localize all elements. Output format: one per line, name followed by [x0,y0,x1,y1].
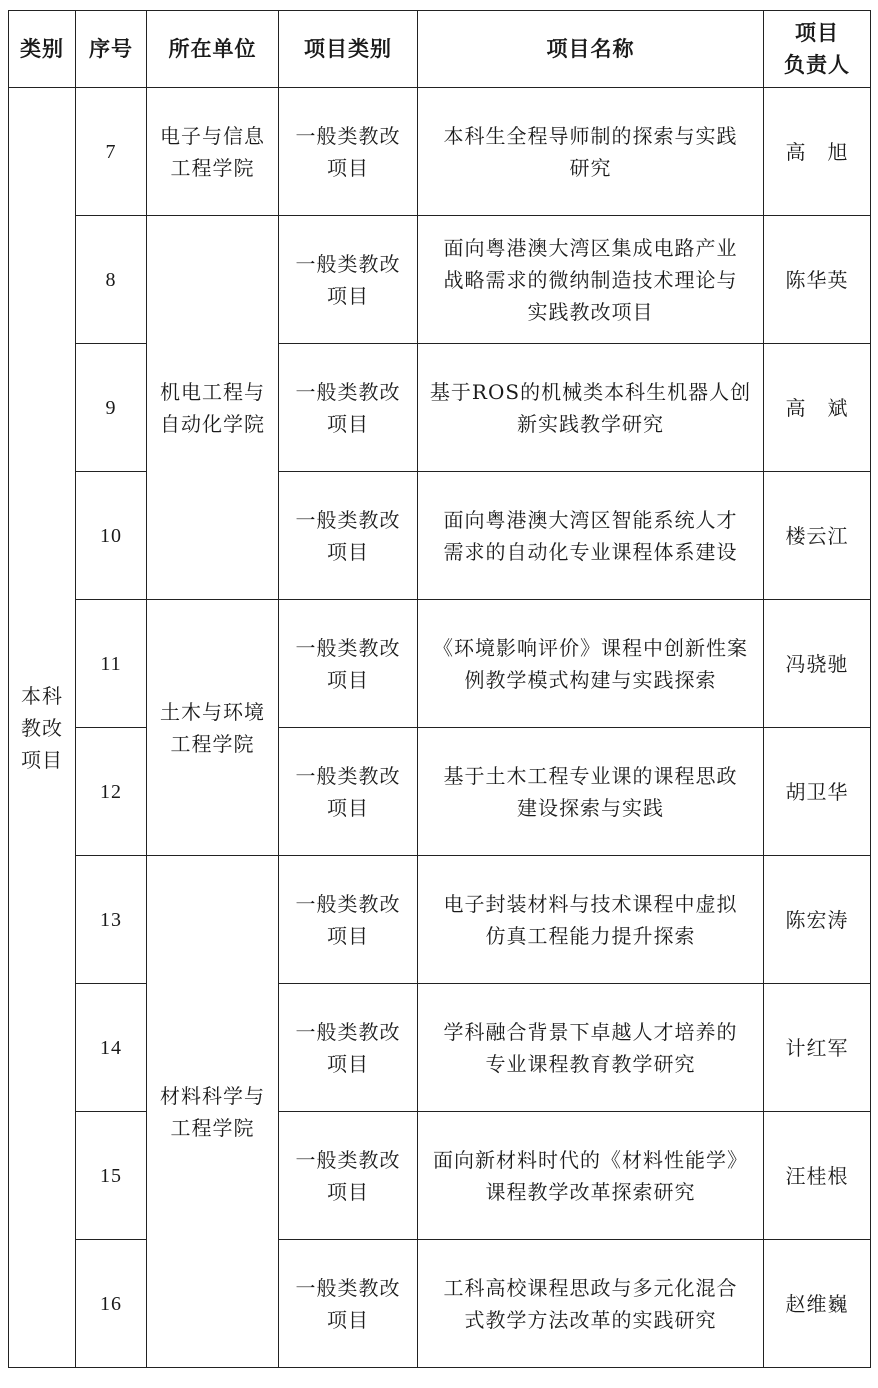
row-number: 16 [76,1240,147,1368]
header-project-type: 项目类别 [279,11,418,88]
type-cell: 一般类教改 项目 [279,984,418,1112]
header-number: 序号 [76,11,147,88]
table-row [9,600,871,728]
row-number: 14 [76,984,147,1112]
leader-cell: 高 旭 [764,88,871,216]
category-cell: 本科 教改 项目 [9,88,76,1368]
row-number: 8 [76,216,147,344]
table-row [9,1240,871,1368]
unit-cell: 机电工程与 自动化学院 [147,216,279,600]
type-cell: 一般类教改 项目 [279,472,418,600]
unit-cell: 电子与信息 工程学院 [147,88,279,216]
row-number: 12 [76,728,147,856]
title-cell: 面向粤港澳大湾区集成电路产业 战略需求的微纳制造技术理论与 实践教改项目 [418,216,764,344]
leader-cell: 陈宏涛 [764,856,871,984]
row-number: 11 [76,600,147,728]
leader-cell: 冯骁驰 [764,600,871,728]
leader-cell: 楼云江 [764,472,871,600]
row-number: 13 [76,856,147,984]
title-cell: 面向新材料时代的《材料性能学》 课程教学改革探索研究 [418,1112,764,1240]
row-number: 15 [76,1112,147,1240]
table-row [9,984,871,1112]
title-cell: 面向粤港澳大湾区智能系统人才 需求的自动化专业课程体系建设 [418,472,764,600]
leader-cell: 计红军 [764,984,871,1112]
title-cell: 基于ROS的机械类本科生机器人创 新实践教学研究 [418,344,764,472]
title-cell: 《环境影响评价》课程中创新性案 例教学模式构建与实践探索 [418,600,764,728]
header-category: 类别 [9,11,76,88]
row-number: 10 [76,472,147,600]
title-cell: 基于土木工程专业课的课程思政 建设探索与实践 [418,728,764,856]
type-cell: 一般类教改 项目 [279,1112,418,1240]
leader-cell: 胡卫华 [764,728,871,856]
type-cell: 一般类教改 项目 [279,1240,418,1368]
type-cell: 一般类教改 项目 [279,344,418,472]
leader-cell: 汪桂根 [764,1112,871,1240]
type-cell: 一般类教改 项目 [279,600,418,728]
unit-cell: 材料科学与 工程学院 [147,856,279,1368]
unit-cell: 土木与环境 工程学院 [147,600,279,856]
type-cell: 一般类教改 项目 [279,216,418,344]
project-table [8,10,871,1368]
table-row [9,1112,871,1240]
leader-cell: 赵维巍 [764,1240,871,1368]
table-row [9,472,871,600]
type-cell: 一般类教改 项目 [279,728,418,856]
table-row [9,344,871,472]
table-row [9,728,871,856]
header-row [9,11,871,88]
title-cell: 工科高校课程思政与多元化混合 式教学方法改革的实践研究 [418,1240,764,1368]
title-cell: 电子封装材料与技术课程中虚拟 仿真工程能力提升探索 [418,856,764,984]
row-number: 7 [76,88,147,216]
leader-cell: 高 斌 [764,344,871,472]
header-unit: 所在单位 [147,11,279,88]
table-row [9,88,871,216]
row-number: 9 [76,344,147,472]
title-cell: 学科融合背景下卓越人才培养的 专业课程教育教学研究 [418,984,764,1112]
title-cell: 本科生全程导师制的探索与实践 研究 [418,88,764,216]
type-cell: 一般类教改 项目 [279,856,418,984]
leader-cell: 陈华英 [764,216,871,344]
header-leader: 项目 负责人 [764,11,871,88]
table-row [9,216,871,344]
header-project-title: 项目名称 [418,11,764,88]
table-row [9,856,871,984]
type-cell: 一般类教改 项目 [279,88,418,216]
